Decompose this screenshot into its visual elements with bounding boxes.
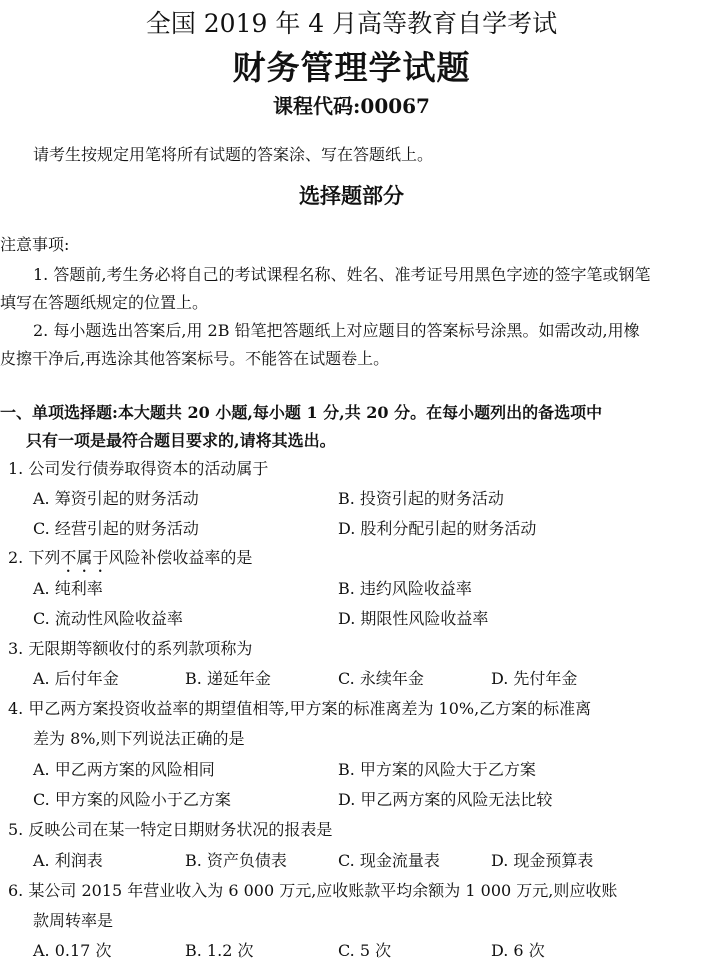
question-stem — [8, 545, 252, 576]
option-a: A. 0.17 次 — [33, 941, 112, 960]
option-d: D. 股利分配引起的财务活动 — [338, 519, 537, 538]
note-line: 1. 答题前,考生务必将自己的考试课程名称、姓名、准考证号用黑色字迹的签字笔或钢笔 — [33, 265, 651, 284]
note-line: 填写在答题纸规定的位置上。 — [0, 293, 209, 312]
option-c: C. 永续年金 — [338, 669, 424, 688]
question-stem-suffix: 风险补偿收益率的是 — [108, 548, 253, 567]
option-a: A. 筹资引起的财务活动 — [33, 489, 199, 508]
notes-title: 注意事项: — [0, 235, 70, 254]
question-stem: 5. 反映公司在某一特定日期财务状况的报表是 — [8, 820, 333, 839]
option-b: B. 递延年金 — [185, 669, 271, 688]
option-d: D. 期限性风险收益率 — [338, 609, 489, 628]
answer-instruction: 请考生按规定用笔将所有试题的答案涂、写在答题纸上。 — [33, 145, 434, 164]
option-b: B. 投资引起的财务活动 — [338, 489, 504, 508]
exam-title: 全国 2019 年 4 月高等教育自学考试 — [145, 9, 558, 38]
option-b: B. 违约风险收益率 — [338, 579, 472, 598]
question-stem-prefix: 2. 下列 — [8, 548, 61, 567]
option-d: D. 现金预算表 — [491, 851, 594, 870]
option-c: C. 现金流量表 — [338, 851, 440, 870]
question-stem: 6. 某公司 2015 年营业收入为 6 000 万元,应收账款平均余额为 1 000 万元,则应收账 — [8, 881, 618, 900]
option-c: C. 5 次 — [338, 941, 392, 960]
subject-title: 财务管理学试题 — [232, 48, 471, 87]
question-stem: 4. 甲乙两方案投资收益率的期望值相等,甲方案的标准离差为 10%,乙方案的标准离 — [8, 699, 592, 718]
option-c: C. 经营引起的财务活动 — [33, 519, 199, 538]
section-heading: 一、单项选择题:本大题共 20 小题,每小题 1 分,共 20 分。在每小题列出的备选项中 — [0, 403, 603, 422]
option-b: B. 甲方案的风险大于乙方案 — [338, 760, 536, 779]
option-a: A. 后付年金 — [33, 669, 119, 688]
section-heading-cont: 只有一项是最符合题目要求的,请将其选出。 — [26, 431, 336, 450]
question-stem: 1. 公司发行债券取得资本的活动属于 — [8, 459, 269, 478]
part-title: 选择题部分 — [299, 183, 404, 208]
option-b: B. 资产负债表 — [185, 851, 287, 870]
note-line: 皮擦干净后,再选涂其他答案标号。不能答在试题卷上。 — [0, 349, 390, 368]
question-stem-cont: 差为 8%,则下列说法正确的是 — [33, 729, 245, 748]
option-d: D. 先付年金 — [491, 669, 578, 688]
option-c: C. 流动性风险收益率 — [33, 609, 183, 628]
option-b: B. 1.2 次 — [185, 941, 254, 960]
question-stem-cont: 款周转率是 — [33, 911, 114, 930]
option-a: A. 纯利率 — [33, 579, 103, 598]
course-code: 课程代码:00067 — [273, 94, 430, 118]
note-line: 2. 每小题选出答案后,用 2B 铅笔把答题纸上对应题目的答案标号涂黑。如需改动,用橡 — [33, 321, 640, 340]
emphasis-text: 不属于 — [60, 548, 109, 567]
question-stem: 3. 无限期等额收付的系列款项称为 — [8, 639, 253, 658]
option-d: D. 甲乙两方案的风险无法比较 — [338, 790, 553, 809]
option-a: A. 甲乙两方案的风险相同 — [33, 760, 215, 779]
option-d: D. 6 次 — [491, 941, 545, 960]
option-c: C. 甲方案的风险小于乙方案 — [33, 790, 231, 809]
option-a: A. 利润表 — [33, 851, 103, 870]
